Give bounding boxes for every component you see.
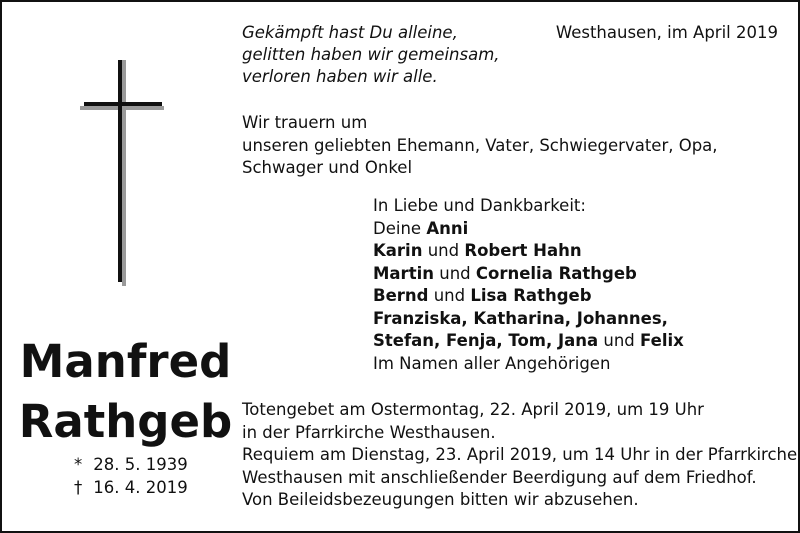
cross-icon bbox=[80, 60, 164, 286]
mourning-line: Schwager und Onkel bbox=[242, 158, 413, 177]
family-line-grandchildren-1 bbox=[373, 308, 684, 331]
mourning-line: unseren geliebten Ehemann, Vater, Schwiegervater, Opa, bbox=[242, 135, 718, 155]
poem bbox=[242, 22, 500, 88]
service-line: Totengebet am Ostermontag, 22. April 2019, um 19 Uhr bbox=[242, 400, 704, 419]
und-word: und bbox=[603, 331, 635, 350]
family-closing: Im Namen aller Angehörigen bbox=[373, 353, 611, 373]
deceased-first-name: Manfred bbox=[19, 335, 232, 388]
family-intro: In Liebe und Dankbarkeit: bbox=[373, 196, 586, 215]
family-name: Karin bbox=[373, 241, 423, 260]
family-line-bernd bbox=[373, 285, 684, 308]
und-word: und bbox=[433, 286, 466, 305]
deine-word: Deine bbox=[373, 218, 422, 238]
service-line: in der Pfarrkirche Westhausen. bbox=[242, 422, 496, 442]
mourning-text bbox=[242, 112, 718, 180]
family-line-martin bbox=[373, 263, 684, 286]
death-date: 16. 4. 2019 bbox=[93, 478, 188, 497]
birth-date: 28. 5. 1939 bbox=[93, 455, 188, 474]
grandchildren-names: Stefan, Fenja, Tom, Jana bbox=[373, 331, 599, 350]
service-line: Von Beileidsbezeugungen bitten wir abzusehen. bbox=[242, 490, 639, 509]
life-dates bbox=[74, 453, 234, 499]
family-name: Lisa Rathgeb bbox=[470, 286, 592, 305]
death-symbol: † bbox=[74, 478, 83, 497]
poem-line: verloren haben wir alle. bbox=[242, 67, 438, 86]
family-name: Bernd bbox=[373, 286, 429, 305]
service-line: Westhausen mit anschließender Beerdigung auf dem Friedhof. bbox=[242, 467, 757, 487]
birth-symbol: * bbox=[74, 455, 83, 474]
poem-line: Gekämpft hast Du alleine, bbox=[242, 23, 458, 42]
death-date-row bbox=[74, 476, 234, 499]
deceased-last-name: Rathgeb bbox=[18, 395, 233, 448]
spouse-name: Anni bbox=[426, 218, 469, 238]
family-name: Martin bbox=[373, 263, 434, 283]
family-signatures bbox=[373, 195, 684, 375]
family-name: Cornelia Rathgeb bbox=[475, 263, 637, 283]
place-and-date: Westhausen, im April 2019 bbox=[555, 23, 778, 42]
und-word: und bbox=[427, 241, 460, 260]
birth-date-row bbox=[74, 453, 234, 476]
family-line-spouse bbox=[373, 218, 684, 241]
grandchild-name: Felix bbox=[640, 331, 684, 350]
mourning-line: Wir trauern um bbox=[242, 113, 368, 132]
service-line: Requiem am Dienstag, 23. April 2019, um 14 Uhr in der Pfarrkirche bbox=[242, 445, 798, 464]
family-line-karin bbox=[373, 240, 684, 263]
grandchildren-names: Franziska, Katharina, Johannes, bbox=[373, 308, 668, 328]
family-line-grandchildren-2 bbox=[373, 330, 684, 353]
family-name: Robert Hahn bbox=[464, 241, 582, 260]
poem-line: gelitten haben wir gemeinsam, bbox=[242, 45, 500, 64]
und-word: und bbox=[439, 263, 471, 283]
service-details bbox=[242, 399, 797, 512]
